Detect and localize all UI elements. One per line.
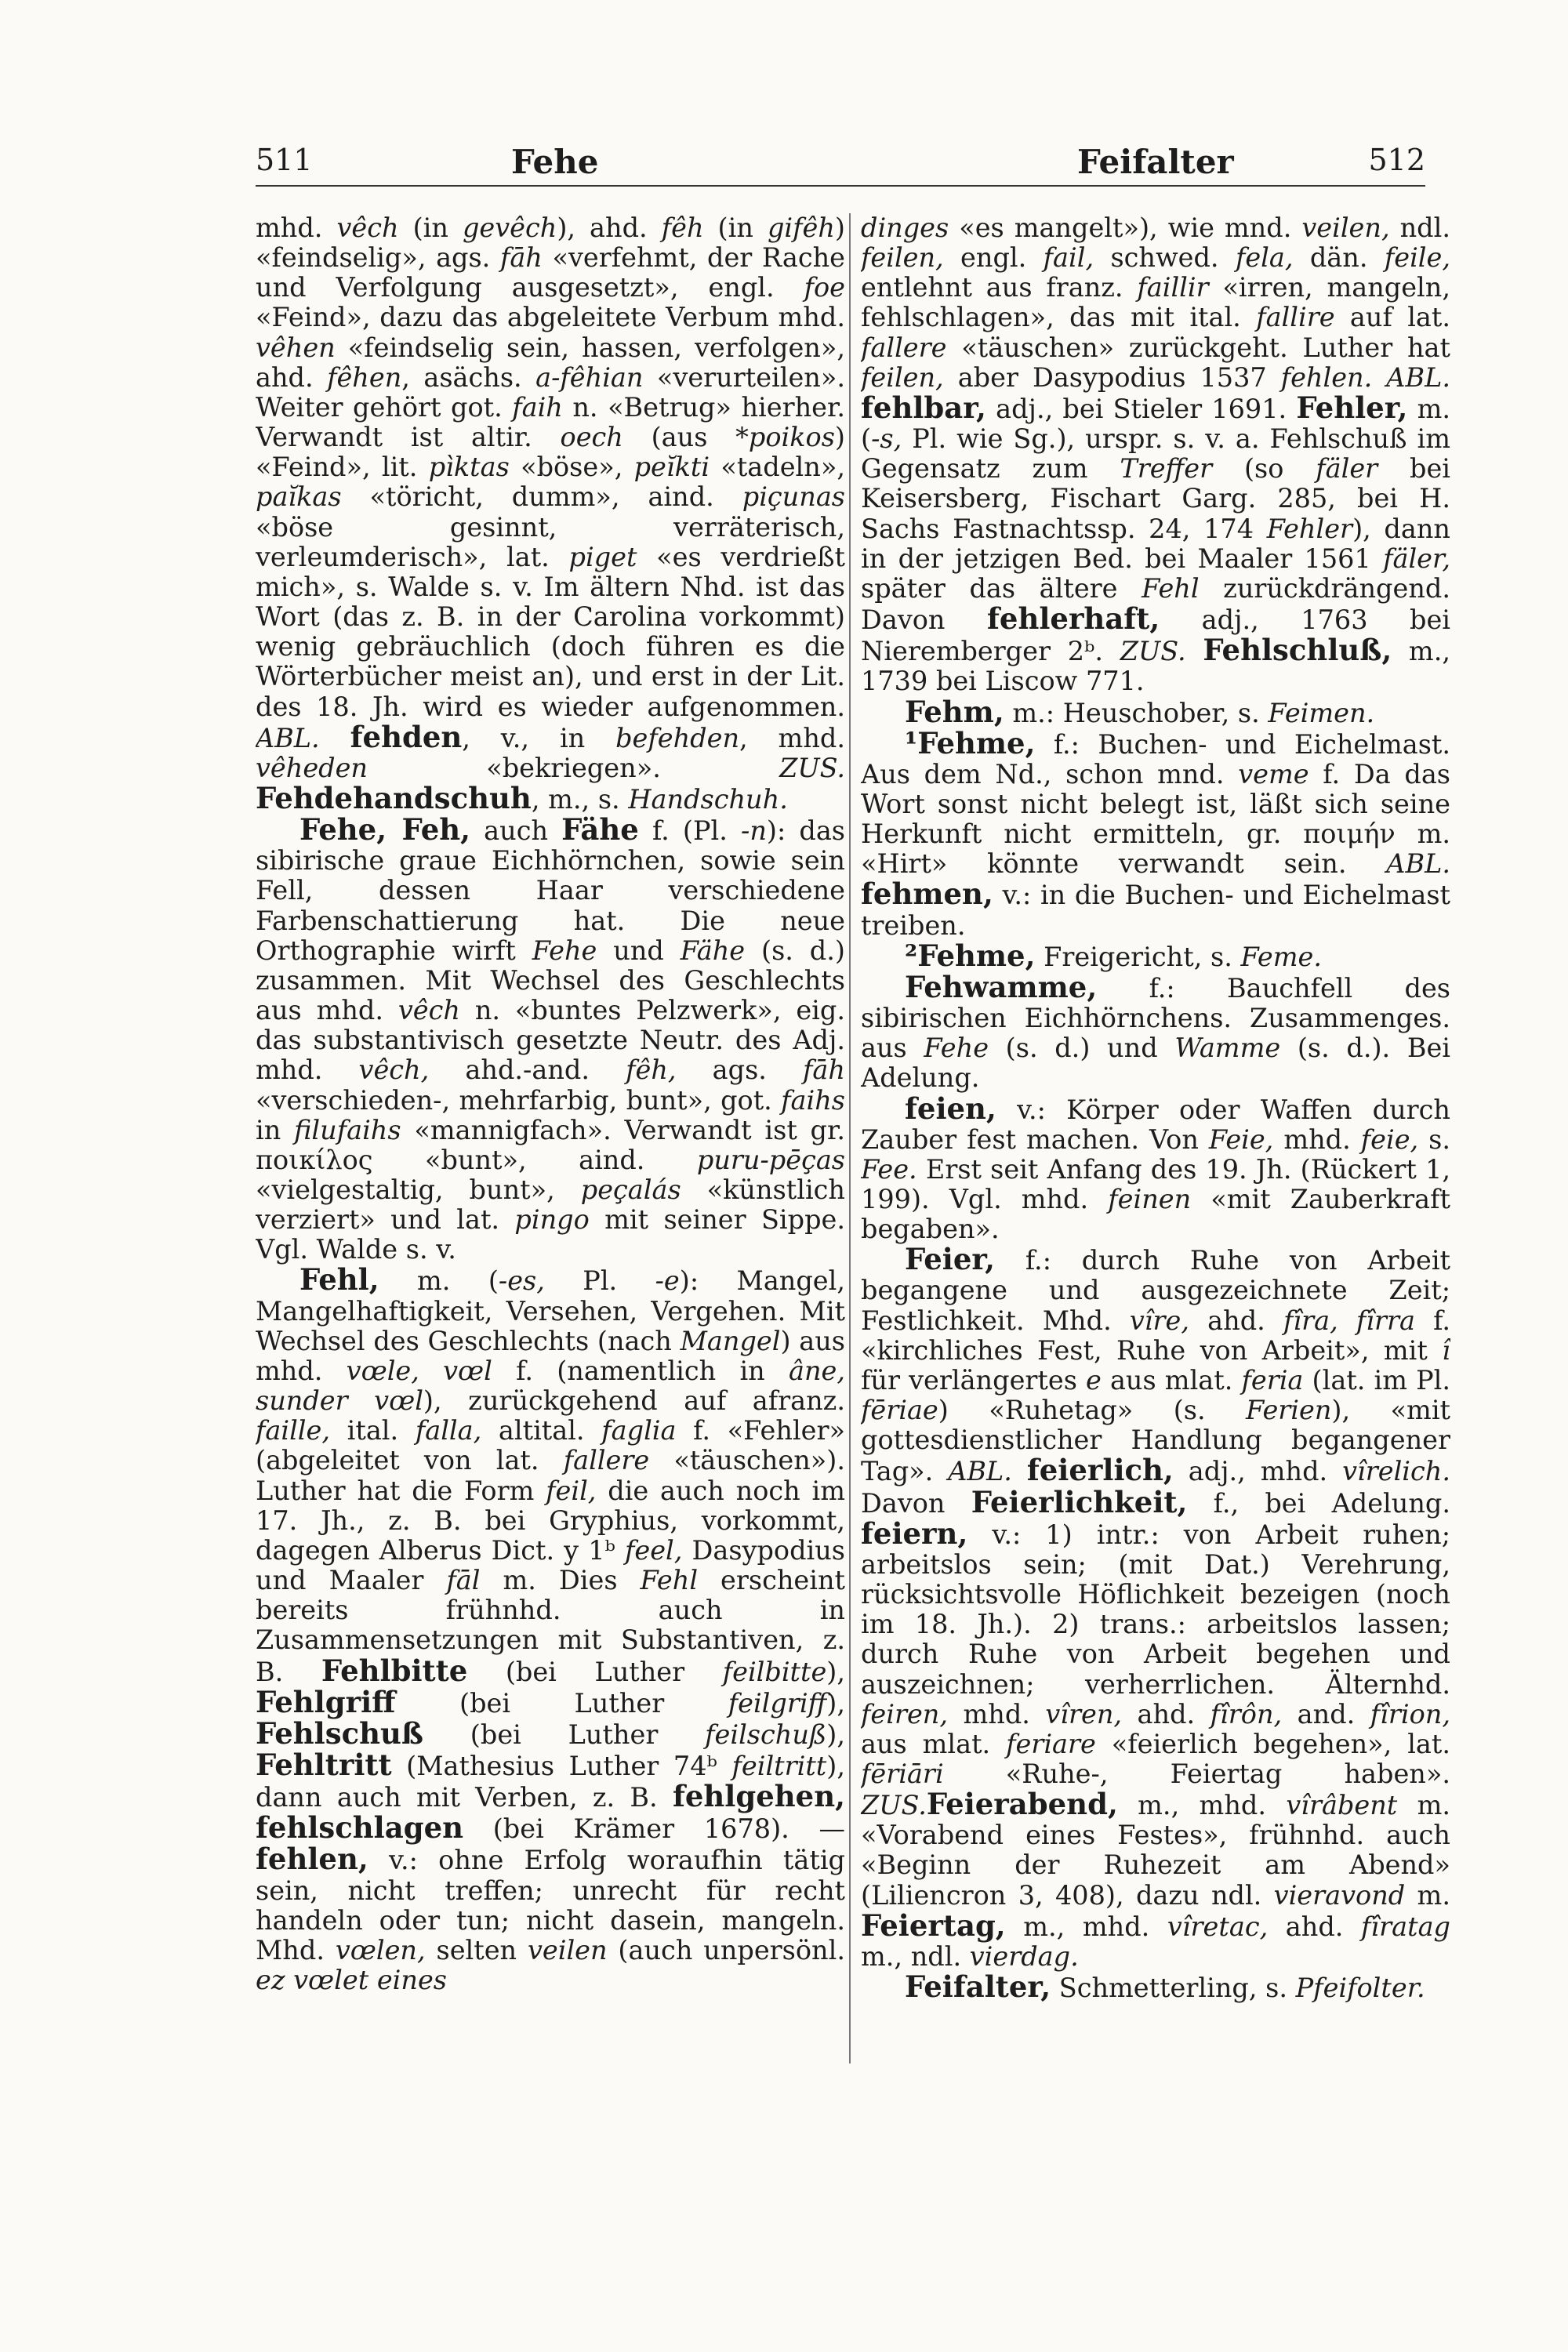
headword: fehlen, [256, 1842, 368, 1877]
italic-term: fêhen [327, 361, 402, 393]
text-run: «Ruhe-, Feiertag haben». [943, 1758, 1450, 1789]
italic-term: peçalás [580, 1174, 681, 1205]
text-run: «töricht, dumm», aind. [341, 481, 742, 513]
italic-term: vîrelich. [1342, 1456, 1450, 1487]
text-run: ndl. [1389, 213, 1450, 243]
text-run: (lat. im Pl. [1303, 1364, 1450, 1396]
italic-term: ZUS. [861, 1790, 927, 1821]
italic-term: feiltritt [731, 1750, 827, 1781]
text-run: «täuschen»). Luther hat die Form [256, 1445, 845, 1506]
text-run: m. ( [379, 1265, 499, 1297]
text-run: aber Dasypodius 1537 [943, 361, 1281, 393]
text-run: ): das sibirische graue Eichhörnchen, sowie sein Fell, dessen Haar verschiedene Farbenschattierung hat. Die neue Orthographie wirft [256, 815, 845, 966]
italic-term: poikos [748, 422, 835, 453]
italic-term: Wamme [1174, 1033, 1281, 1064]
text-run: ahd. [1122, 1698, 1210, 1730]
text-run: ahd. [1189, 1305, 1283, 1336]
italic-term: fāh [803, 1054, 845, 1086]
italic-term: gifêh [767, 213, 835, 243]
text-run: auf lat. [1334, 302, 1450, 333]
text-run: Pl. wie Sg.), urspr. s. v. a. Fehlschuß im Gegensatz zum [861, 423, 1450, 485]
text-run: «verurteilen». Weiter gehört got. [256, 361, 845, 423]
text-run: m. ( [861, 393, 1450, 455]
text-run: and. [1282, 1698, 1370, 1730]
headword: fehlbar, [861, 390, 986, 425]
italic-term: fîra, fîrra [1283, 1305, 1415, 1336]
text-run: , mhd. [739, 722, 845, 753]
italic-term: faih [512, 391, 563, 423]
text-run: v.: in die Buchen- und Eichelmast treiben. [861, 880, 1450, 941]
header-rule [256, 185, 1425, 187]
italic-term: feilgriff [728, 1687, 827, 1719]
italic-term: Fehl [640, 1565, 699, 1596]
italic-term: fêh, [626, 1054, 677, 1086]
text-run: «feierlich begehen», lat. [1095, 1728, 1450, 1759]
text-run: , asächs. [401, 361, 536, 393]
italic-term: gevêch [462, 213, 557, 243]
text-run: m., mhd. [1117, 1790, 1287, 1821]
italic-term: Fehl [1142, 572, 1200, 604]
italic-term: Fehe [532, 935, 597, 966]
italic-term: fail, [1043, 242, 1094, 274]
running-headword-left: Fehe [511, 143, 599, 181]
italic-term: Handschuh. [628, 783, 788, 815]
text-run [1372, 362, 1386, 393]
page-number-right: 512 [1368, 143, 1425, 177]
italic-term: vêheden [256, 752, 368, 783]
page-header [256, 143, 1425, 190]
italic-term: faglia [601, 1415, 677, 1446]
italic-term: filufaihs [294, 1114, 401, 1145]
italic-term: vœlen, [335, 1934, 426, 1965]
italic-term: -es, [498, 1265, 545, 1297]
dictionary-entry [861, 938, 1450, 973]
text-run: ) «Feind», lit. [256, 422, 845, 483]
italic-term: feiren, [861, 1698, 949, 1730]
text-run: v.: Körper oder Waffen durch Zauber fest machen. Von [861, 1094, 1450, 1155]
headword: Fehm, [905, 694, 1004, 729]
text-run: «irren, mangeln, fehlschlagen», das mit ital. [861, 272, 1450, 333]
dictionary-entry [861, 1969, 1450, 2005]
italic-term: feilen, [861, 242, 944, 274]
italic-term: fäler, [1383, 543, 1450, 574]
text-run: ): Mangel, Mangelhaftigkeit, Versehen, Vergehen. Mit Wechsel des Geschlechts (nach [256, 1265, 845, 1356]
text-run: ), «mit gottesdienstlicher Handlung begangener Tag». [861, 1395, 1450, 1487]
italic-term: ABL. [1386, 848, 1450, 880]
text-run: (s. d.) und [989, 1033, 1175, 1064]
headword: ¹Fehme, [905, 725, 1036, 760]
text-run: , m., s. [531, 783, 629, 815]
text-run: ), [826, 1719, 845, 1750]
text-run: ), dann in der jetzigen Bed. bei Maaler 1561 [861, 513, 1450, 574]
italic-term: fēriae [861, 1395, 938, 1426]
italic-term: veilen [527, 1934, 608, 1965]
italic-term: -n [741, 815, 767, 847]
text-run: ) «Ruhetag» (s. [938, 1395, 1247, 1426]
italic-term: oech [560, 422, 623, 453]
italic-term: piget [568, 541, 637, 572]
italic-term: vêch [336, 213, 399, 243]
text-run: «verschieden-, mehrfarbig, bunt», got. [256, 1084, 782, 1116]
text-run: (bei Luther [423, 1719, 706, 1750]
text-run: m. «Vorabend eines Festes», frühnhd. auch «Beginn der Ruhezeit am Abend» (Liliencron 3, 408), dazu ndl. [861, 1790, 1450, 1911]
dictionary-entry [861, 694, 1450, 729]
text-run: «bekriegen». [368, 752, 780, 783]
headword: Fehlschuß [256, 1715, 424, 1751]
italic-term: piçunas [742, 481, 845, 513]
italic-term: veme [1238, 758, 1309, 789]
italic-term: feinen [1108, 1184, 1192, 1214]
text-run: ), ahd. [557, 213, 662, 243]
text-run: in [256, 1114, 295, 1145]
italic-term: fäler [1316, 453, 1378, 485]
italic-term: feilschuß [705, 1719, 827, 1750]
text-run: (bei Luther [395, 1687, 728, 1719]
text-run: Dasypodius und Maaler [256, 1534, 845, 1596]
italic-term: peĭkti [633, 452, 710, 483]
text-column-left [256, 213, 845, 2079]
text-run: «feindselig sein, hassen, verfolgen», ahd. [256, 332, 845, 393]
italic-term: vêch, [358, 1054, 430, 1086]
text-run: f.: durch Ruhe von Arbeit begangene und ausgezeichnete Zeit; Festlichkeit. Mhd. [861, 1245, 1450, 1336]
italic-term: ZUS. [779, 752, 845, 783]
dictionary-entry [256, 812, 845, 1265]
text-run: m., mhd. [1005, 1911, 1167, 1942]
headword: Fehltritt [256, 1747, 392, 1782]
text-run: «täuschen» zurückgeht. Luther hat [946, 332, 1450, 363]
text-run: f., bei Adelung. [1187, 1487, 1450, 1519]
italic-term: Fehler [1266, 513, 1353, 544]
text-run: aus mlat. [1101, 1364, 1242, 1396]
text-run: die auch noch im 17. Jh., z. B. bei Gryphius, vorkommt, dagegen Alberus Dict. y 1ᵇ [256, 1475, 845, 1566]
italic-term: fallire [1256, 302, 1335, 333]
text-run: bei Keisersberg, Fischart Garg. 285, bei H. Sachs Fastnachtssp. 24, 174 [861, 453, 1450, 544]
text-run: «vielgestaltig, bunt», [256, 1174, 581, 1205]
italic-term: feriare [1006, 1728, 1096, 1759]
italic-term: vêhen [256, 332, 336, 363]
running-headword-right: Feifalter [1077, 143, 1234, 181]
headword: Feifalter, [905, 1969, 1051, 2005]
text-run: m. Dies [480, 1565, 641, 1596]
text-run: f. (Pl. [638, 815, 742, 847]
italic-term: fîrion, [1370, 1698, 1450, 1730]
text-run: f. (namentlich in [492, 1355, 789, 1386]
text-run: m., 1739 bei Liscow 771. [861, 636, 1450, 697]
headword: Fehl, [299, 1262, 379, 1298]
italic-term: vêch [397, 995, 460, 1026]
text-run: (Mathesius Luther 74ᵇ [391, 1750, 732, 1781]
text-run: «tadeln», [710, 452, 845, 483]
italic-term: Ferien [1246, 1395, 1332, 1426]
entry-continuation [861, 213, 1450, 697]
text-run: ), zurückgehend auf afranz. [423, 1385, 845, 1417]
headword: feien, [905, 1091, 996, 1126]
italic-term: ABL. [1386, 361, 1450, 393]
column-divider [849, 213, 851, 2063]
italic-term: pingo [514, 1204, 590, 1236]
italic-term: Fee. [861, 1153, 917, 1185]
italic-term: befehden [615, 722, 740, 753]
italic-term: vîretac, [1167, 1911, 1269, 1942]
headword: Fehwamme, [905, 969, 1098, 1004]
text-run: für verlängertes [861, 1364, 1087, 1396]
text-run: mhd. [1273, 1123, 1361, 1155]
italic-term: î [1442, 1334, 1450, 1366]
italic-term: pìktas [428, 452, 510, 483]
text-run: ahd. [1268, 1911, 1362, 1942]
italic-term: fallere [563, 1445, 650, 1476]
headword: fehlgehen, fehlschlagen [256, 1779, 845, 1846]
italic-term: falla, [415, 1415, 482, 1446]
text-run: «verfehmt, der Rache und Verfolgung ausgesetzt», engl. [256, 242, 845, 303]
headword: ²Fehme, [905, 938, 1036, 973]
text-run: schwed. [1094, 242, 1236, 274]
text-run: ahd.-and. [429, 1054, 626, 1086]
text-run: aus mlat. [861, 1728, 1007, 1759]
headword: Feiertag, [861, 1907, 1006, 1943]
text-run: m.: Heuschober, s. [1004, 697, 1269, 728]
text-column-right [861, 213, 1450, 2079]
text-run: «Feind», dazu das abgeleitete Verbum mhd. [256, 302, 845, 333]
italic-term: fēriāri [861, 1758, 944, 1789]
italic-term: feil, [546, 1475, 597, 1506]
text-run: f. Da das Wort sonst nicht belegt ist, läßt sich seine Herkunft nicht ermitteln, gr. ποιμήν m. «Hirt» könnte verwandt sein. [861, 758, 1450, 880]
text-run: (in [703, 213, 768, 243]
text-run: f. «kirchliches Fest, Ruhe von Arbeit», mit [861, 1305, 1450, 1366]
text-run: (bei Krämer 1678). — [463, 1813, 845, 1845]
text-run: Davon [861, 1487, 971, 1519]
italic-term: paĭkas [256, 481, 342, 513]
headword: Feier, [905, 1242, 996, 1277]
page-number-left: 511 [256, 143, 313, 177]
italic-term: fêh [661, 213, 704, 243]
text-run: m., ndl. [861, 1940, 970, 1972]
text-run: v.: ohne Erfolg woraufhin tätig sein, nicht treffen; unrecht für recht handeln oder tun; nicht dasein, mangeln. Mhd. [256, 1845, 845, 1965]
italic-term: Pfeifolter. [1295, 1973, 1425, 2004]
text-run: auch [470, 815, 562, 847]
italic-term: vœle, vœl [346, 1355, 492, 1386]
text-run: Freigericht, s. [1035, 941, 1241, 972]
text-run: adj., 1763 bei Nieremberger 2ᵇ. [861, 604, 1450, 667]
italic-term: fîratag [1361, 1911, 1450, 1942]
text-run: dän. [1293, 242, 1385, 274]
italic-term: Feie, [1208, 1123, 1274, 1155]
text-run: n. «Betrug» hierher. Verwandt ist altir. [256, 391, 845, 453]
text-run: (auch unpersönl. [607, 1934, 845, 1965]
text-run: später das ältere [861, 572, 1142, 604]
italic-term: feilbitte [722, 1656, 827, 1687]
italic-term: feie, [1360, 1123, 1419, 1155]
italic-term: faillir [1137, 272, 1209, 303]
dictionary-entry [861, 725, 1450, 941]
text-run: f. «Fehler» (abgeleitet von lat. [256, 1415, 845, 1476]
italic-term: a-fêhian [535, 361, 644, 393]
italic-term: puru-pēças [696, 1144, 845, 1175]
italic-term: e [1086, 1364, 1102, 1396]
italic-term: âne, sunder vœl [256, 1355, 845, 1417]
dictionary-entry [256, 1262, 845, 1996]
headword: Feierabend, [926, 1787, 1118, 1822]
text-run: mhd. [948, 1698, 1046, 1730]
headword: Fehlgriff [256, 1684, 396, 1719]
text-run: , v., in [462, 722, 616, 753]
text-run: m. [1405, 1879, 1450, 1911]
headword: Feierlichkeit, [971, 1484, 1188, 1519]
text-run: s. [1418, 1123, 1450, 1155]
italic-term: faille, [256, 1415, 330, 1446]
text-run: ) «feindselig», ags. [256, 213, 845, 274]
dictionary-entry [861, 1091, 1450, 1245]
text-run: (s. d.) zusammen. Mit Wechsel des Geschlechts aus mhd. [256, 935, 845, 1026]
text-run: (aus * [622, 422, 749, 453]
text-run: «böse gesinnt, verräterisch, verleumderisch», lat. [256, 511, 845, 572]
italic-term: veilen, [1301, 213, 1390, 243]
italic-term: vierdag. [969, 1940, 1079, 1972]
italic-term: feria [1241, 1364, 1304, 1396]
italic-term: fîrôn, [1210, 1698, 1283, 1730]
text-run: «böse», [509, 452, 634, 483]
italic-term: ABL. [948, 1456, 1012, 1487]
text-run: mhd. [256, 213, 337, 243]
italic-term: Feme. [1240, 941, 1322, 972]
italic-term: dinges [861, 213, 949, 243]
text-run: altital. [481, 1415, 602, 1446]
text-run: v.: 1) intr.: von Arbeit ruhen; arbeitslos sein; (mit Dat.) Verehrung, rücksichtsvolle Höflichkeit bezeigen (noch im 18. Jh.). 2) trans.: arbeitslos lassen; durch Ruhe von Arbeit begehen und auszeichnen; verherrlichen. Älternhd. [861, 1519, 1450, 1700]
text-run: mit seiner Sippe. Vgl. Walde s. v. [256, 1204, 845, 1265]
headword: Fehdehandschuh [256, 780, 532, 815]
headword: feierlich, [1026, 1453, 1174, 1488]
headword: fehmen, [861, 877, 993, 912]
italic-term: faihs [781, 1084, 845, 1116]
italic-term: -s, [871, 423, 902, 455]
text-run: adj., mhd. [1173, 1456, 1343, 1487]
text-run: «künstlich verziert» und lat. [256, 1174, 845, 1236]
italic-term: fāl [446, 1565, 481, 1596]
headword: Fehe, Feh, [299, 812, 471, 848]
italic-term: fāh [499, 242, 543, 274]
text-run: (in [398, 213, 463, 243]
italic-term: vîrâbent [1286, 1790, 1398, 1821]
text-run: ) aus mhd. [256, 1325, 845, 1386]
text-run: ), [826, 1687, 845, 1719]
text-run: (s. d.). Bei Adelung. [861, 1033, 1450, 1094]
text-run: «mit Zauberkraft begaben». [861, 1184, 1450, 1245]
text-run: Schmetterling, s. [1051, 1973, 1296, 2004]
italic-term: feel, [625, 1534, 683, 1566]
headword: Fehler, [1296, 390, 1408, 425]
text-run: f.: Buchen- und Eichelmast. Aus dem Nd., schon mnd. [861, 728, 1450, 789]
text-run: zurückdrängend. Davon [861, 572, 1450, 636]
dictionary-entry [861, 969, 1450, 1094]
text-run: Pl. [544, 1265, 655, 1297]
text-run: «es mangelt»), wie mnd. [949, 213, 1302, 243]
text-run: entlehnt aus franz. [861, 272, 1138, 303]
italic-term: foe [804, 272, 845, 303]
italic-term: Mangel [680, 1325, 781, 1356]
text-run: erscheint bereits frühnhd. auch in Zusammensetzungen mit Substantiven, z. B. [256, 1565, 845, 1687]
italic-term: fehlen. [1280, 361, 1373, 393]
italic-term: feilen, [861, 361, 944, 393]
text-run: ags. [676, 1054, 804, 1086]
italic-term: fela, [1235, 242, 1294, 274]
text-run: und [597, 935, 681, 966]
italic-term: Fähe [680, 935, 746, 966]
text-run: f.: Bauchfell des sibirischen Eichhörnchens. Zusammenges. aus [861, 972, 1450, 1064]
text-run: Erst seit Anfang des 19. Jh. (Rückert 1, 199). Vgl. mhd. [861, 1153, 1450, 1214]
headword: Fehlbitte [321, 1653, 468, 1688]
italic-term: feile, [1384, 242, 1450, 274]
italic-term: vieravond [1273, 1879, 1406, 1911]
dictionary-entry [861, 1244, 1450, 1972]
headword: fehden [350, 719, 463, 754]
text-run: «mannigfach». Verwandt ist gr. ποικίλος «bunt», aind. [256, 1114, 845, 1175]
italic-term: fallere [861, 332, 947, 363]
italic-term: vîren, [1045, 1698, 1123, 1730]
headword: feiern, [861, 1515, 968, 1551]
text-run [1186, 636, 1203, 666]
italic-term: ez vœlet eines [256, 1965, 447, 1996]
text-run: n. «buntes Pelzwerk», eig. das substantivisch gesetzte Neutr. des Adj. mhd. [256, 995, 845, 1086]
text-run: selten [425, 1934, 528, 1965]
italic-term: vîre, [1129, 1305, 1190, 1336]
text-run: ), dann auch mit Verben, z. B. [256, 1750, 845, 1813]
headword: fehlerhaft, [986, 601, 1160, 637]
italic-term: Feimen. [1268, 697, 1375, 728]
text-run: engl. [943, 242, 1044, 274]
text-run: (so [1212, 453, 1316, 485]
text-run [1012, 1456, 1027, 1486]
italic-term: ZUS. [1120, 636, 1186, 667]
italic-term: Fehe [924, 1033, 989, 1064]
text-run: «es verdrießt mich», s. Walde s. v. Im ältern Nhd. ist das Wort (das z. B. in der Carolina vorkommt) wenig gebräuchlich (doch führen es die Wörterbücher meist an), und erst in der Lit. des 18. Jh. wird es wieder aufgenommen. [256, 541, 845, 722]
italic-term: ABL. [256, 722, 320, 753]
italic-term: -e [655, 1265, 680, 1297]
headword: Fähe [561, 812, 639, 848]
text-run [320, 723, 350, 753]
text-run: ), [826, 1656, 845, 1687]
headword: Fehlschluß, [1203, 633, 1392, 668]
text-run: adj., bei Stieler 1691. [985, 393, 1297, 424]
text-run: (bei Luther [467, 1656, 723, 1687]
entry-continuation [256, 213, 845, 815]
italic-term: Treffer [1120, 453, 1213, 485]
text-run: ital. [330, 1415, 416, 1446]
